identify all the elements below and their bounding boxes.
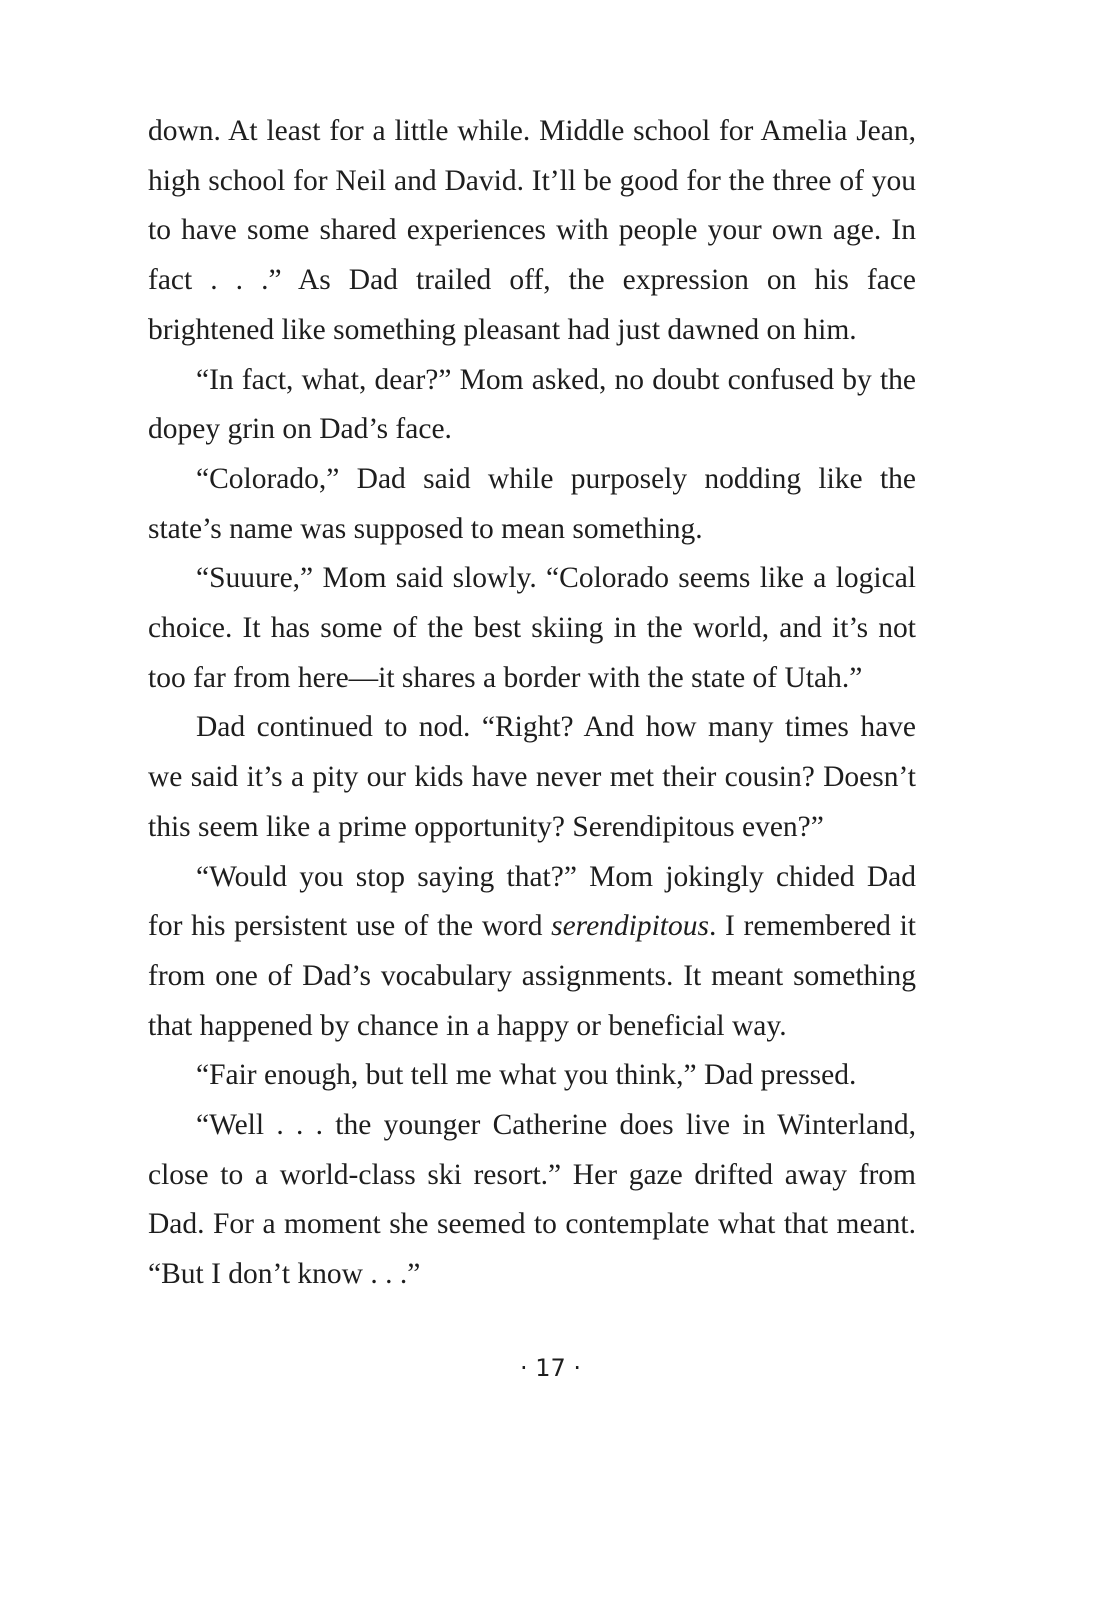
- paragraph: [148, 356, 916, 455]
- text-run: “Fair enough, but tell me what you think,” Dad pressed.: [196, 1059, 857, 1092]
- text-run: “Suuure,” Mom said slowly. “Colorado seems like a logical choice. It has some of the best skiing in the world, and it’s not too far from here—it shares a border with the state of Utah.”: [148, 562, 916, 694]
- page-number: · 17 ·: [519, 1354, 582, 1382]
- text-run: down. At least for a little while. Middle school for Amelia Jean, high school for Neil and David. It’ll be good for the three of you to have some shared experiences with people your own age. In fact . . .” As Dad trailed off, the expression on his face brightened like something pleasant had just dawned on him.: [148, 115, 916, 346]
- body-text: [148, 107, 916, 1300]
- paragraph: [148, 554, 916, 703]
- paragraph: [148, 1051, 916, 1101]
- italic-word: serendipitous: [551, 910, 709, 943]
- paragraph: [148, 853, 916, 1052]
- paragraph: [148, 703, 916, 852]
- paragraph: [148, 1101, 916, 1300]
- paragraph: [148, 107, 916, 356]
- paragraph: [148, 455, 916, 554]
- text-run: “Colorado,” Dad said while purposely nodding like the state’s name was supposed to mean something.: [148, 462, 916, 545]
- text-run: Dad continued to nod. “Right? And how many times have we said it’s a pity our kids have never met their cousin? Doesn’t this seem like a prime opportunity? Serendipitous even?”: [148, 711, 916, 843]
- text-run: “Would you stop saying that?” Mom jokingly chided Dad for his persistent use of the word: [148, 860, 916, 943]
- text-run: “Well . . . the younger Catherine does live in Winterland, close to a world-class ski resort.” Her gaze drifted away from Dad. For a moment she seemed to contemplate what that meant. “But I don’t know . . .”: [148, 1109, 916, 1291]
- text-run: “In fact, what, dear?” Mom asked, no doubt confused by the dopey grin on Dad’s face.: [148, 363, 916, 446]
- text-run: . I remembered it from one of Dad’s vocabulary assignments. It meant something that happened by chance in a happy or beneficial way.: [148, 910, 916, 1042]
